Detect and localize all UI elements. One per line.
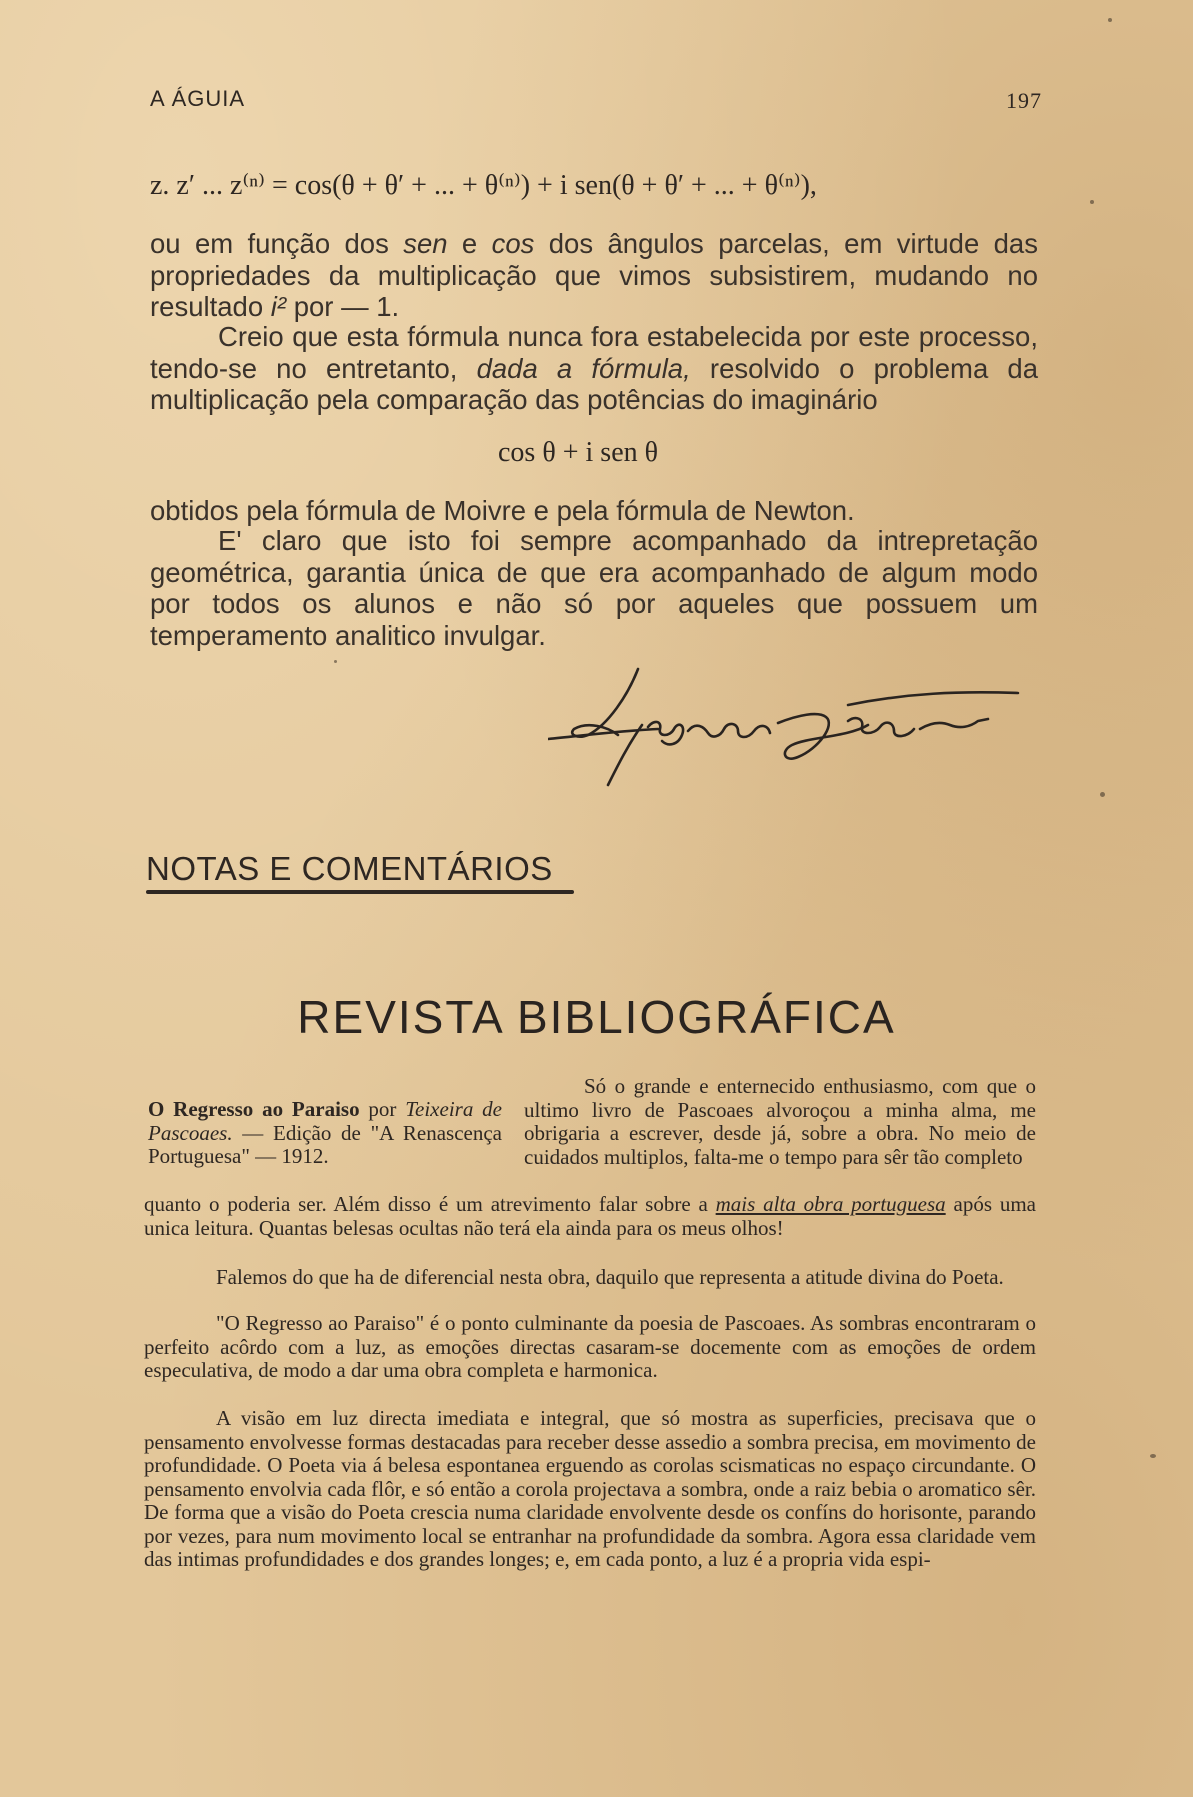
paragraph-moivre-newton: obtidos pela fórmula de Moivre e pela fórmula de Newton. <box>150 495 855 526</box>
product-formula: z. z′ ... z⁽ⁿ⁾ = cos(θ + θ′ + ... + θ⁽ⁿ⁾) + i sen(θ + θ′ + ... + θ⁽ⁿ⁾), <box>150 170 817 201</box>
journal-title: A ÁGUIA <box>150 86 246 111</box>
book-entry: O Regresso ao Paraiso por Teixeira de Pascoaes. — Edição de "A Renascença Portuguesa" — 1912. <box>148 1097 502 1168</box>
running-header <box>150 86 1042 116</box>
paper-speck <box>1090 200 1094 204</box>
book-edition: — Edição de "A Renascença Portuguesa" — 1912. <box>148 1120 502 1168</box>
page-number: 197 <box>1006 88 1042 113</box>
author-signature <box>548 665 1028 805</box>
section-underline <box>146 890 574 894</box>
review-paragraph: quanto o poderia ser. Além disso é um atrevimento falar sobre a mais alta obra portuguesa após uma unica leitura. Quantas belesas ocultas não terá ela ainda para os meus olhos! <box>144 1192 1036 1240</box>
review-heading: REVISTA BIBLIOGRÁFICA <box>297 991 896 1043</box>
review-paragraph: "O Regresso ao Paraiso" é o ponto culminante da poesia de Pascoaes. As sombras encontraram o perfeito acôrdo com a luz, as emoções directas casaram-se docemente com as emoções de ordem especulativa, de modo a dar uma obra completa e harmonica. <box>144 1311 1036 1382</box>
review-paragraph: Falemos do que ha de diferencial nesta obra, daquilo que representa a atitude divina do Poeta. <box>216 1265 1004 1289</box>
moivre-formula: cos θ + i sen θ <box>498 437 659 468</box>
book-author: Teixeira de Pascoaes. <box>148 1097 502 1145</box>
review-intro: Só o grande e enternecido enthusiasmo, com que o ultimo livro de Pascoaes alvoroçou a minha alma, me obrigaria a escrever, desde já, sobre a obra. No meio de cuidados multiplos, falta-me o tempo para sêr tão completo <box>524 1074 1036 1169</box>
paper-speck <box>1108 18 1112 22</box>
paper-speck <box>1100 792 1105 797</box>
book-title: O Regresso ao Paraiso <box>148 1097 360 1121</box>
paragraph-interpretacao: E' claro que isto foi sempre acompanhado da intrepretação geométrica, garantia única de que era acompanhado de algum modo por todos os alunos e não só por aqueles que possuem um temperamento analitico invulgar. <box>150 525 1038 651</box>
review-paragraph: A visão em luz directa imediata e integral, que só mostra as superficies, precisava que o pensamento envolvesse formas destacadas para receber desse assedio a sombra precisa, em movimento de profundidade. O Poeta via á belesa espontanea erguendo as corolas scismaticas no espaço circundante. O pensamento envolvia cada flôr, e só então a corola projectava a sombra, onde a raiz bebia o aromatico sêr. De forma que a visão do Poeta crescia numa claridade envolvente desde os confíns do horisonte, parando por vezes, para num movimento local se entranhar na profundidade da sombra. Agora essa claridade vem das intimas profundidades e dos grandes longes; e, em cada ponto, a luz é a propria vida espi- <box>144 1406 1036 1571</box>
section-title: NOTAS E COMENTÁRIOS <box>146 850 553 887</box>
paper-speck <box>1150 1454 1156 1458</box>
paragraph-creio: Creio que esta fórmula nunca fora estabelecida por este processo, tendo-se no entretanto, dada a fórmula, resolvido o problema da multiplicação pela comparação das potências do imaginário <box>150 321 1038 415</box>
paragraph-sen-cos: ou em função dos sen e cos dos ângulos parcelas, em virtude das propriedades da multiplicação que vimos subsistirem, mudando no resultado i² por — 1. <box>150 228 1038 322</box>
paper-speck <box>334 660 337 663</box>
